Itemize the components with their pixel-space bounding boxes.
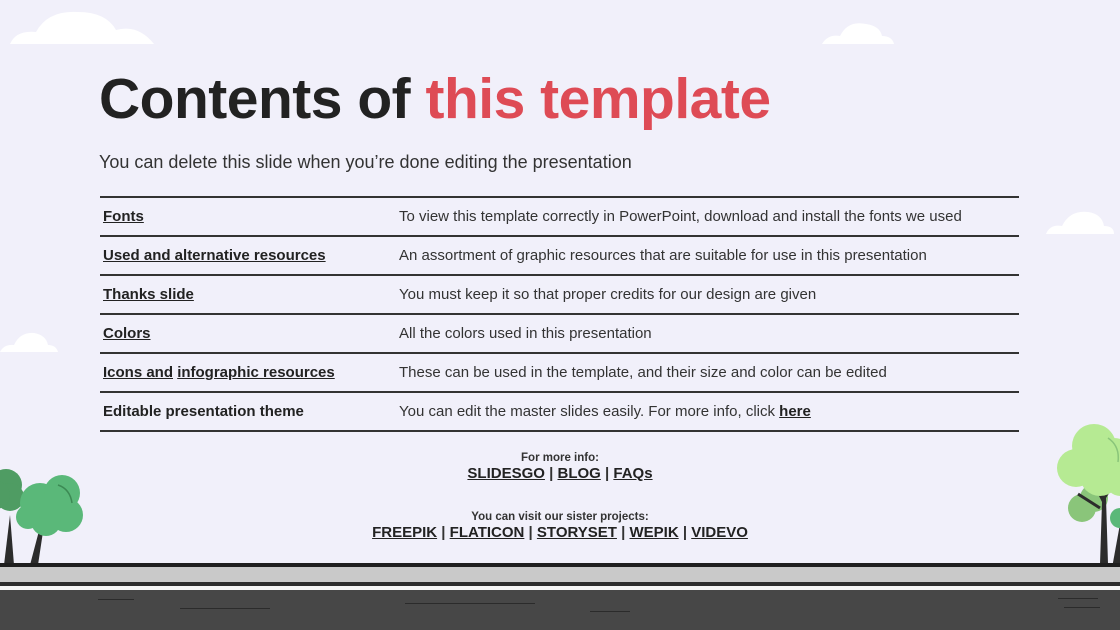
row-name-cell — [100, 197, 396, 236]
title-main: Contents of — [99, 67, 411, 131]
fonts-link[interactable]: Fonts — [103, 208, 144, 225]
icons-link[interactable]: Icons and — [103, 364, 174, 381]
here-link[interactable]: here — [779, 403, 811, 420]
table-row — [100, 353, 1019, 392]
row-name: Editable presentation theme — [100, 392, 396, 431]
more-info-links: SLIDESGO | BLOG | FAQs — [467, 465, 653, 482]
more-info-block — [0, 452, 1120, 482]
row-desc: These can be used in the template, and their size and color can be edited — [396, 353, 1019, 392]
sister-projects-label: You can visit our sister projects: — [471, 511, 649, 523]
road-illustration — [0, 563, 1120, 630]
colors-link[interactable]: Colors — [103, 325, 151, 342]
row-name-cell — [100, 275, 396, 314]
infographic-resources-link[interactable]: infographic resources — [177, 364, 335, 381]
table-row — [100, 236, 1019, 275]
freepik-link[interactable]: FREEPIK — [372, 524, 438, 541]
row-desc-cell — [396, 392, 1019, 431]
faqs-link[interactable]: FAQs — [613, 465, 653, 482]
cloud-left — [0, 330, 60, 354]
subtitle: You can delete this slide when you’re done editing the presentation — [99, 152, 632, 172]
table-row — [100, 197, 1019, 236]
sister-projects-block — [0, 511, 1120, 541]
page-title — [99, 68, 771, 131]
blog-link[interactable]: BLOG — [557, 465, 601, 482]
storyset-link[interactable]: STORYSET — [536, 524, 617, 541]
videvo-link[interactable]: VIDEVO — [691, 524, 748, 541]
trees-right-illustration — [1034, 418, 1120, 570]
row-desc: To view this template correctly in PowerPoint, download and install the fonts we used — [396, 197, 1019, 236]
slidesgo-link[interactable]: SLIDESGO — [467, 465, 545, 482]
table-row — [100, 392, 1019, 431]
row-name-cell — [100, 236, 396, 275]
row-name-cell — [100, 353, 396, 392]
sister-projects-links: FREEPIK | FLATICON | STORYSET | WEPIK | VIDEVO — [372, 524, 748, 541]
table-row — [100, 275, 1019, 314]
row-desc: You must keep it so that proper credits for our design are given — [396, 275, 1019, 314]
contents-table — [100, 196, 1019, 432]
cloud-top-right — [820, 20, 896, 46]
cloud-top-left — [8, 8, 158, 48]
title-accent: this template — [425, 67, 771, 131]
wepik-link[interactable]: WEPIK — [629, 524, 679, 541]
row-name-cell — [100, 314, 396, 353]
cloud-right — [1044, 208, 1116, 236]
more-info-label: For more info: — [521, 452, 599, 464]
row-desc: You can edit the master slides easily. For more info, click — [399, 403, 775, 420]
table-row — [100, 314, 1019, 353]
used-resources-link[interactable]: Used and alternative resources — [103, 247, 326, 264]
row-desc: An assortment of graphic resources that are suitable for use in this presentation — [396, 236, 1019, 275]
thanks-slide-link[interactable]: Thanks slide — [103, 286, 194, 303]
trees-left-illustration — [0, 455, 95, 570]
row-desc: All the colors used in this presentation — [396, 314, 1019, 353]
flaticon-link[interactable]: FLATICON — [449, 524, 525, 541]
